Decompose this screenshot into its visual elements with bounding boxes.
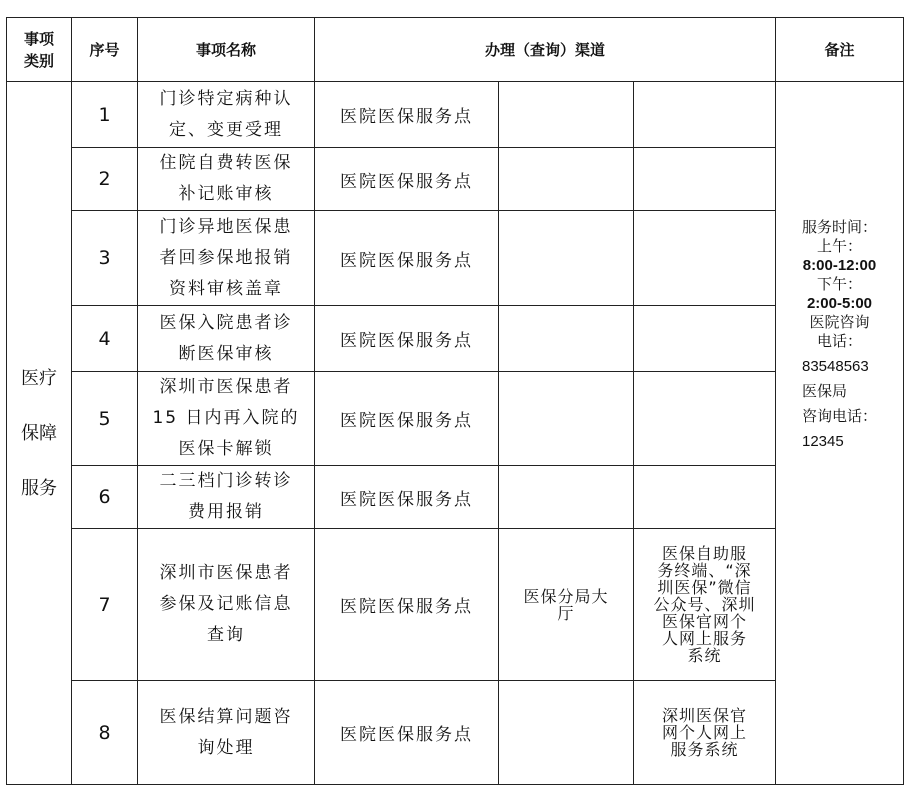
remark-cell	[776, 82, 904, 785]
channel-online	[634, 82, 776, 148]
remark-hospital-label: 医院咨询 电话：	[809, 313, 870, 350]
header-row	[7, 18, 904, 82]
header-channel: 办理（查询）渠道	[315, 18, 776, 82]
channel-online	[634, 211, 776, 306]
channel-branch	[499, 306, 634, 372]
service-table	[6, 17, 904, 785]
header-category: 事项 类别	[7, 18, 72, 82]
table-row	[7, 529, 904, 681]
row-number: 8	[72, 681, 138, 785]
channel-online	[634, 372, 776, 466]
item-name: 住院自费转医保 补记账审核	[138, 148, 315, 211]
table-row	[7, 306, 904, 372]
remark-pm-label: 下午：	[816, 275, 862, 293]
item-name: 医保入院患者诊 断医保审核	[138, 306, 315, 372]
channel-hospital: 医院医保服务点	[315, 306, 499, 372]
remark-bureau-label: 医保局	[802, 382, 848, 400]
row-number: 1	[72, 82, 138, 148]
channel-hospital: 医院医保服务点	[315, 148, 499, 211]
row-number: 6	[72, 466, 138, 529]
remark-bureau-phone: 12345	[802, 433, 844, 450]
item-name: 门诊特定病种认 定、变更受理	[138, 82, 315, 148]
item-name: 深圳市医保患者 参保及记账信息 查询	[138, 529, 315, 681]
table-row	[7, 466, 904, 529]
header-remark: 备注	[776, 18, 904, 82]
channel-branch	[499, 148, 634, 211]
channel-branch	[499, 466, 634, 529]
remark-am-label: 上午：	[816, 237, 862, 255]
item-name: 医保结算问题咨 询处理	[138, 681, 315, 785]
channel-branch: 医保分局大 厅	[499, 529, 634, 681]
channel-hospital: 医院医保服务点	[315, 211, 499, 306]
header-no: 序号	[72, 18, 138, 82]
channel-branch	[499, 82, 634, 148]
channel-hospital: 医院医保服务点	[315, 681, 499, 785]
row-number: 7	[72, 529, 138, 681]
row-number: 5	[72, 372, 138, 466]
remark-service-time-label: 服务时间：	[801, 218, 877, 236]
channel-hospital: 医院医保服务点	[315, 372, 499, 466]
channel-branch	[499, 372, 634, 466]
table-row	[7, 148, 904, 211]
table-row	[7, 681, 904, 785]
table-row	[7, 211, 904, 306]
channel-hospital: 医院医保服务点	[315, 82, 499, 148]
header-name: 事项名称	[138, 18, 315, 82]
row-number: 2	[72, 148, 138, 211]
row-number: 3	[72, 211, 138, 306]
channel-online: 医保自助服 务终端、“深 圳医保”微信 公众号、深圳 医保官网个 人网上服务 系统	[634, 529, 776, 681]
channel-online	[634, 306, 776, 372]
table-row	[7, 82, 904, 148]
channel-branch	[499, 681, 634, 785]
channel-online: 深圳医保官 网个人网上 服务系统	[634, 681, 776, 785]
item-name: 二三档门诊转诊 费用报销	[138, 466, 315, 529]
item-name: 门诊异地医保患 者回参保地报销 资料审核盖章	[138, 211, 315, 306]
item-name: 深圳市医保患者 15 日内再入院的 医保卡解锁	[138, 372, 315, 466]
table-row	[7, 372, 904, 466]
category-cell: 医疗 保障 服务	[7, 82, 72, 785]
remark-pm-time: 2:00-5:00	[806, 295, 873, 312]
remark-hospital-phone: 83548563	[802, 358, 869, 375]
channel-online	[634, 466, 776, 529]
row-number: 4	[72, 306, 138, 372]
channel-hospital: 医院医保服务点	[315, 466, 499, 529]
remark-bureau-phone-label: 咨询电话：	[802, 407, 878, 425]
remark-am-time: 8:00-12:00	[802, 257, 877, 274]
channel-hospital: 医院医保服务点	[315, 529, 499, 681]
channel-branch	[499, 211, 634, 306]
channel-online	[634, 148, 776, 211]
